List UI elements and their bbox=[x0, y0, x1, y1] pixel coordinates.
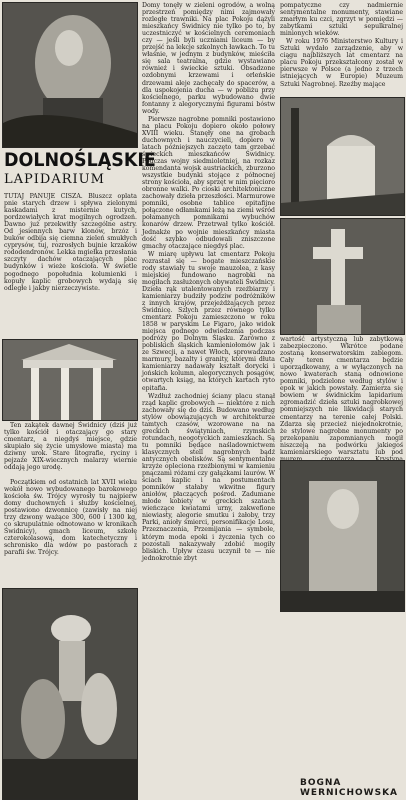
photo-gravestone-tree bbox=[280, 97, 405, 216]
lead-paragraph-column bbox=[4, 193, 137, 336]
text-column-3-top bbox=[280, 2, 403, 95]
text-column-2 bbox=[142, 2, 275, 798]
photo-chapel-columns bbox=[2, 339, 138, 421]
text-column-3-middle bbox=[280, 336, 403, 456]
photo-caption-1: Ten zakątek dawnej Świdnicy (dziś już tylko kościół i otaczający go stary cmentarz, a niegdyś miejsce, gdzie skupiało się życie umysłowe miasta) ma dziwny urok. Stare litografie, ryciny i pejzaże XIX-wiecznych malarzy wiernie oddają jego urodę. bbox=[4, 422, 137, 472]
paragraph-museum-plans: wartość artystyczną lub zabytkową zabezpieczono. Wkrótce podane zostaną konserwatorskim zabiegom. Cały teren cmentarza będzie uporządkowany, a w wyłączonych na nowo kwaterach staną odnowione pomniki, podzielone według stylów i epok w jakich powstały. Zamierza się bowiem w świdnickim lapidarium zgromadzić dzieła sztuki nagrobkowej pomniejszych nie likwidacji starych cmentarzy na terenie całej Polski. Zdarza się przecież niejednokrotnie, że stylowe nagrobne monumenty po przekopaniu zapomnianych mogił niszczeją na podwórku jakiegoś kamieniarskiego warsztatu lub pod bbox=[280, 336, 403, 456]
paragraph-chapels: Wzdłuż zachodniej ściany placu stanął rząd kaplic grobowych — niektóre z nich zachowały się do dziś. Budowano według stylów obowiązujących w architekturze tamtych czasów, wzorowane na na greckich świątyniach, rzymskich rotundach, neogotyckich zamieszkach. Są tu pomniki będące naśladownictwem klasycznych stell nagrobnych bądź antycznych obelisków. Są sentymentalne krzyże opleciona rzeźbionymi w kamieniu pnączami różami czy gałązkami laurów. W ściach kaplic i na postumentach pomników stałaby wkwitne figury aniołów, płaczących pośrod. Zadumane młode kobiety w greckich szatach wieńczące kwiatami urny, zakwefione niewiasty, alegorie smutku i żałoby, trzy Parki, anioły śmierci, personifikacje Losu, Przeznaczenia, Przemijania — symbole, którym moda epoki i życzenia tych co pozostali nakazywały zdobić mogiły bliskich. Upływ czasu uczynił te — nie jednokrotnie zbyt bbox=[142, 392, 275, 562]
photo-stone-cross bbox=[280, 218, 405, 335]
paragraph-monuments-end: pompatyczne czy nadmiernie sentymentalne monumenty, stawiane zmarłym ku czci, zgrzyt w pomiędzi — zabytkami sztuki sepulkralnej minionych wieków. bbox=[280, 2, 403, 38]
article-title: DOLNOŚLĄSKIE bbox=[4, 149, 156, 171]
paragraph-museum-decision: W roku 1976 Ministerstwo Kultury i Sztuki wydało zarządzenie, aby w ciągu najbliższych lat cmentarz na placu Pokoju przekształcony został w pierwsze w Polsce (a jedno z trzech istniejących w Europie) Muzeum Sztuki Nagrobnej. Rzeźby mające bbox=[280, 38, 403, 88]
caption-column-1 bbox=[4, 422, 137, 478]
text-column-1-lower bbox=[4, 479, 137, 585]
paragraph-first-monuments: Pierwsze nagrobne pomniki postawiono na placu Pokoju dopiero około połowy XVIII wieku. Stanęły one na grobach duchownych i nauczycieli, dopiero w latach późniejszych zaczęto tam grzebać świeckich mieszkańców Świdnicy. Podczas wojny siedmioletniej, na rozkaz komendanta wojsk austriackich, zburzono wszystkie budynki stojące z północnej strony kościoła, aby sprzęt w nim pięcioro obronne walki. Po cioski architektoniczne zachowały dzieła przeszłości. Marmurowe pomniki, osobne tablice epitafijne połączone odłamkami leżą na ziemi wśród połamanych pomnikami wybuchów konarów drzew. Przetrwał tylko kościół. Jednakże po wojnie mieszkańcy miasta dość szybko odbudowali zniszczone gmachy otaczające niegdyś plac. bbox=[142, 115, 275, 250]
photo-stone-figure bbox=[2, 2, 138, 148]
paragraph-gardens: Domy tonęły w zieleni ogrodów, a wolną przestrzeń pomiędzy nimi zajmowały rozległe trawniki. Na plac Pokoju dążyli mieszkańcy Świdnicy nie tylko po to, by uczestniczyć w kościelnych ceremoniach czy — jeśli byli uczniami liceum — by przejść na lekcje szkolnych ławkach. To tu właśnie, w jednym z budynków, mieściła się sala teatralna, gdzie wystawiano również i świeckie sztuki. Obsadzone ozdobnymi krzewami i orleńskie drzewami aleje zachęcały do spacerów, a dla uspokojenia ducha — w pobliżu przy kościelnego, parku wybudowano dwie fontanny z alegorycznymi figurami bóstw wody. bbox=[142, 2, 275, 115]
article-subtitle: LAPIDARIUM bbox=[4, 172, 105, 187]
paragraph-cemetery-growth: W miarę upływu lat cmentarz Pokoju rozrastał się — bogate mieszczańskie rody stawiały tu swoje mauzolea, z kasy miejskiej fundowano nagrobki na mogiłach zasłużonych obywateli Świdnicy. Dzieła rąk utalentowanych rzeźbiarzy i kamieniarzy budziły podziw podróżników z innych krajów, przejeżdżających przez Świdnicę. Szlych przez równego tylko cmentarz Pokoju zamieszczono w roku 1858 w paryskim Le Figaro, jako widok miejsca godnego odwiedzenia podczas podróży po Dolnym Śląsku. Zarówno z pobliskich śląskich kamieniołomów jak i ze Szwecji, a nawet Włoch, sprowadzano marmury, bazalty i granity, którymi dłuta kamieniarzy nadawały kształt dorycki i jońskich kolumn, alegorycznych posągów, otwartych ksiąg, na których kartach ryto epitafia. bbox=[142, 250, 275, 392]
photo-statue-urn bbox=[2, 588, 138, 800]
article-author: BOGNA WERNICHOWSKA bbox=[300, 778, 399, 798]
lead-paragraph: TUTAJ PANUJE CISZA. Bluszcz oplata pnie starych drzew i spływa zielonymi kaskadami z misternie kutych, pordzewiałych krat mogilnych ogrodzeń. Dawno już przekwitły szczególne astry. Od jesiennych barw klonów, brzóz i buków odbija się ciemna zieleń smukłych cyprysów, tuj, rozrosłych bujnie krzaków rododendronów. Lekka mgiełka przesłania szczyty dachów otaczających plac budynków i wieże kościoła. W świetle pogodnego popołudnia kolumienki i kopuły kaplic grobowych wydają się odległe i jakby nierzeczywiste. bbox=[4, 193, 137, 292]
paragraph-history: Początkiem od ostatnich lat XVII wieku wokół nowo wybudowanego barokowego kościoła św. Trójcy wyrosły tu najpierw domy duchownych i służby kościelnej, postawiono dzwonnicę (zawisły na niej trzy dzwony ważące 300, 600 i 1300 kg, co skrupulatnie odnotowano w kronikach Świdnicy), gmach liceum, szkołę czterokolasową, dom katechetyczny i schronisko dla wdów po pastorach z parafii św. Trójcy. bbox=[4, 479, 137, 557]
photo-tombstone-figure bbox=[280, 460, 405, 612]
